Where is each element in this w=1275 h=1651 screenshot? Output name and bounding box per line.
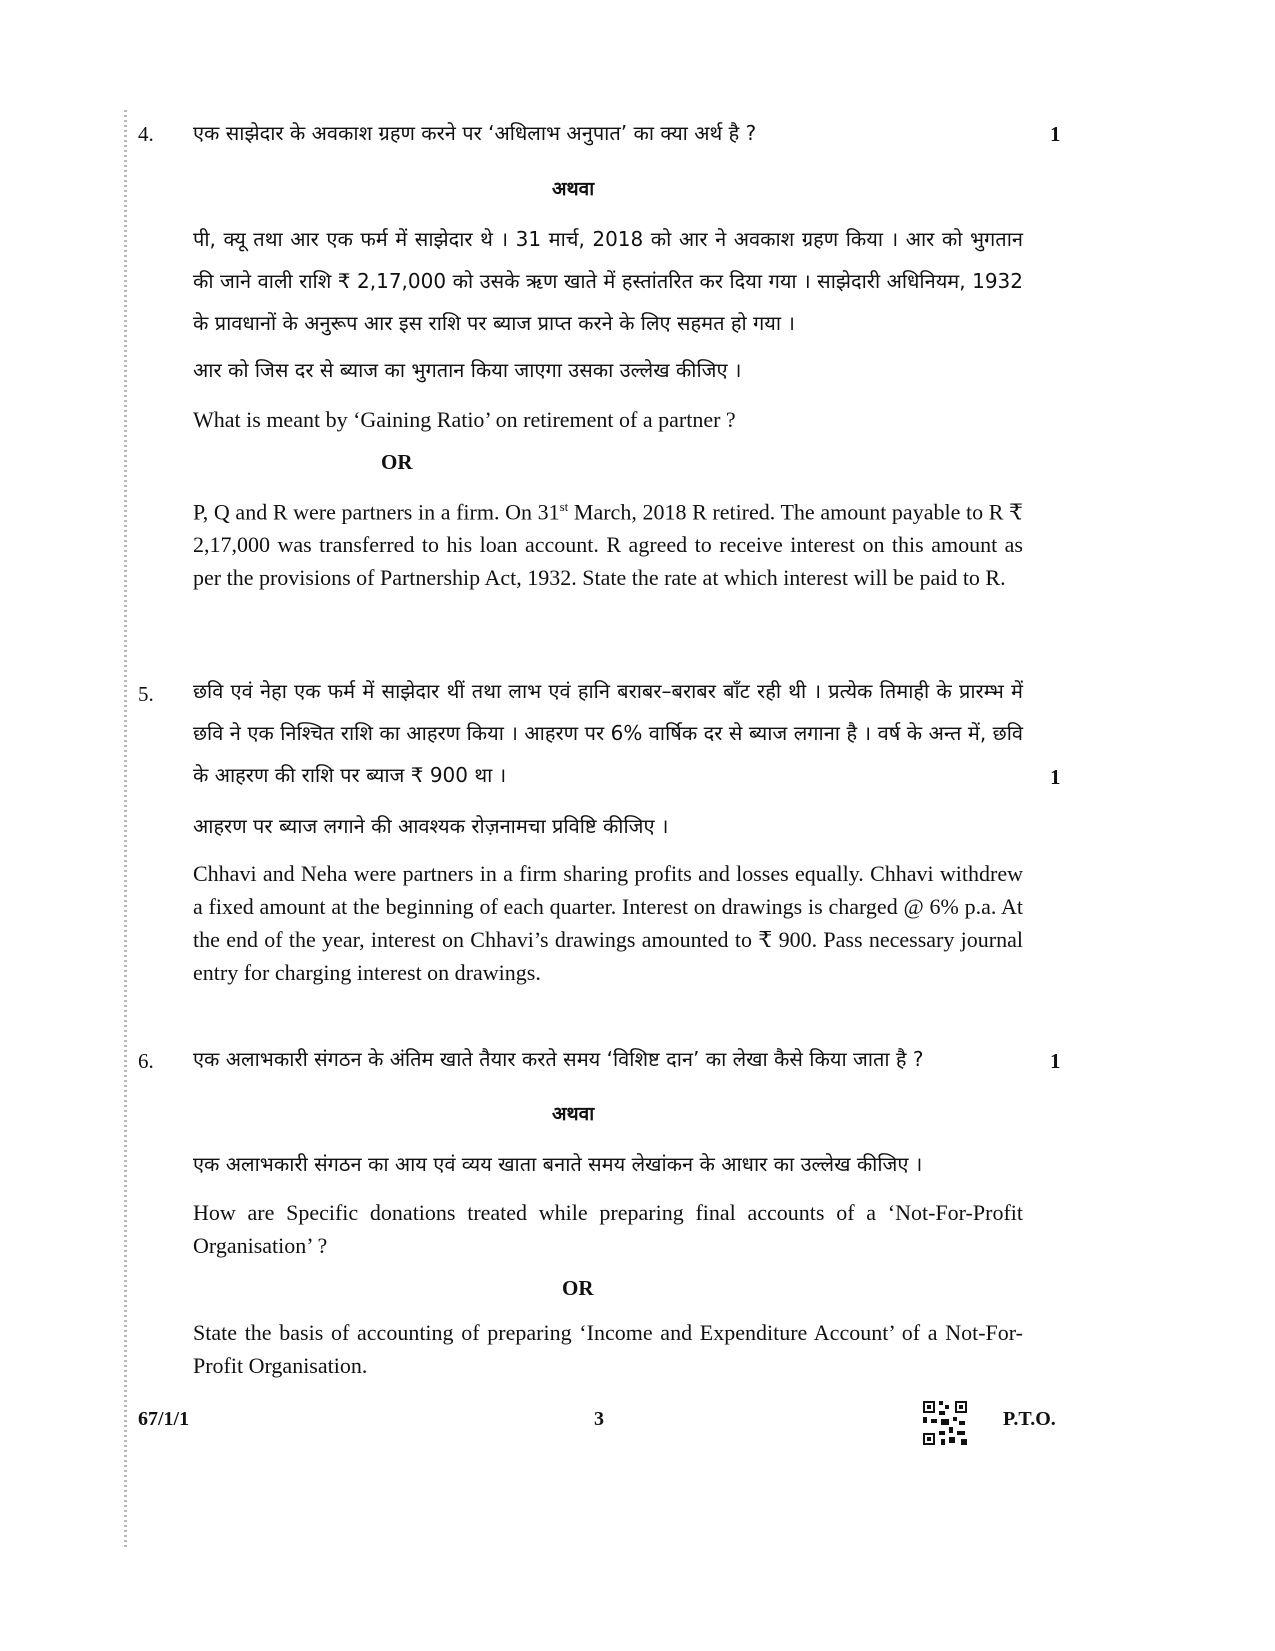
paper-code: 67/1/1 bbox=[138, 1408, 190, 1430]
question-4-english-alt-part-a: P, Q and R were partners in a firm. On 31 bbox=[193, 499, 560, 525]
question-4-english: What is meant by ‘Gaining Ratio’ on retirement of a partner ? bbox=[193, 407, 736, 432]
question-4-marks: 1 bbox=[1050, 122, 1061, 146]
margin-security-strip bbox=[124, 110, 127, 1550]
question-4-english-alt-part-b: March, 2018 R retired. The amount payable to R ₹ 2,17,000 was transferred to his loan account. R agreed to receive interest on this amount as per the provisions of Partnership Act, 1932. State the rate at which interest will be paid to R. bbox=[193, 499, 1023, 591]
question-4-hindi-or: अथवा bbox=[552, 178, 595, 200]
ordinal-suffix: st bbox=[559, 499, 569, 514]
question-4-english-alternative bbox=[193, 490, 1023, 594]
question-6-english-or: OR bbox=[562, 1276, 594, 1300]
question-6-hindi-or: अथवा bbox=[552, 1103, 595, 1125]
please-turn-over: P.T.O. bbox=[1003, 1408, 1056, 1430]
question-4-number: 4. bbox=[138, 122, 154, 146]
question-4-english-or: OR bbox=[381, 450, 413, 474]
question-6-english-alternative: State the basis of accounting of preparing ‘Income and Expenditure Account’ of a Not-For-Profit Organisation. bbox=[193, 1320, 1023, 1378]
question-6-marks: 1 bbox=[1050, 1049, 1061, 1073]
page-number: 3 bbox=[594, 1408, 604, 1430]
question-6-number: 6. bbox=[138, 1049, 154, 1073]
question-6-hindi-alternative: एक अलाभकारी संगठन का आय एवं व्यय खाता बनाते समय लेखांकन के आधार का उल्लेख कीजिए । bbox=[193, 1152, 923, 1176]
qr-code-icon bbox=[921, 1399, 969, 1447]
question-4-hindi: एक साझेदार के अवकाश ग्रहण करने पर ‘अधिलाभ अनुपात’ का क्या अर्थ है ? bbox=[193, 121, 757, 145]
question-5-number: 5. bbox=[138, 682, 154, 706]
question-6-hindi: एक अलाभकारी संगठन के अंतिम खाते तैयार करते समय ‘विशिष्ट दान’ का लेखा कैसे किया जाता है ? bbox=[193, 1047, 924, 1071]
question-4-hindi-alternative-ask: आर को जिस दर से ब्याज का भुगतान किया जाएगा उसका उल्लेख कीजिए । bbox=[193, 358, 742, 382]
question-5-marks: 1 bbox=[1050, 765, 1061, 789]
question-5-english: Chhavi and Neha were partners in a firm sharing profits and losses equally. Chhavi withdrew a fixed amount at the beginning of each quarter. Interest on drawings is charged @ 6% p.a. At the end of the year, interest on Chhavi’s drawings amounted to ₹ 900. Pass necessary journal entry for charging interest on drawings. bbox=[193, 861, 1023, 985]
question-4-hindi-alternative: पी, क्यू तथा आर एक फर्म में साझेदार थे । 31 मार्च, 2018 को आर ने अवकाश ग्रहण किया । आर को भुगतान की जाने वाली राशि ₹ 2,17,000 को उसके ऋण खाते में हस्तांतरित कर दिया गया । साझेदारी अधिनियम, 1932 के प्रावधानों के अनुरूप आर इस राशि पर ब्याज प्राप्त करने के लिए सहमत हो गया । bbox=[193, 227, 1023, 335]
question-5-hindi-ask: आहरण पर ब्याज लगाने की आवश्यक रोज़नामचा प्रविष्टि कीजिए । bbox=[193, 814, 669, 838]
question-5-hindi: छवि एवं नेहा एक फर्म में साझेदार थीं तथा लाभ एवं हानि बराबर–बराबर बाँट रही थी । प्रत्येक तिमाही के प्रारम्भ में छवि ने एक निश्चित राशि का आहरण किया । आहरण पर 6% वार्षिक दर से ब्याज लगाना है । वर्ष के अन्त में, छवि के आहरण की राशि पर ब्याज ₹ 900 था । bbox=[193, 679, 1023, 787]
question-6-english: How are Specific donations treated while preparing final accounts of a ‘Not-For-Profit Organisation’ ? bbox=[193, 1200, 1023, 1258]
